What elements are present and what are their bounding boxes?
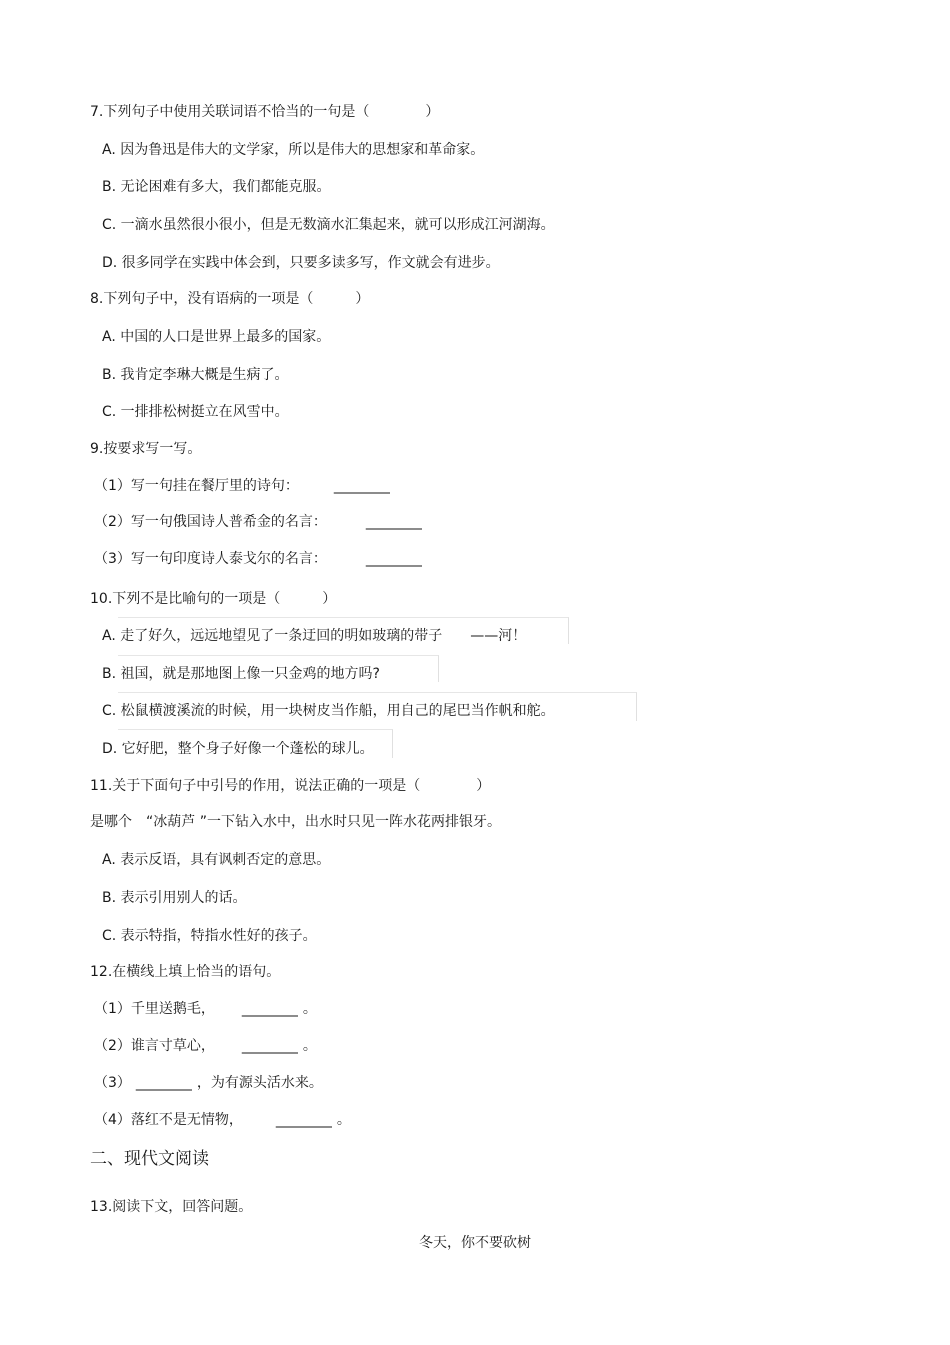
q12-item-2-after: 。: [302, 1038, 317, 1054]
q9-item-1-text: （1）写一句挂在餐厅里的诗句：: [94, 478, 299, 494]
q12-item-4: [94, 1111, 351, 1129]
q12-item-1-blank[interactable]: ________: [241, 1001, 298, 1017]
q9-item-1: [94, 477, 395, 495]
passage-title: 冬天，你不要砍树: [419, 1235, 531, 1251]
q12-item-3: [94, 1074, 323, 1092]
q12-stem: 12.在横线上填上恰当的语句。: [90, 964, 281, 980]
q12-item-3-after: ，为有源头活水来。: [196, 1075, 323, 1091]
section-title: 二、现代文阅读: [90, 1149, 209, 1169]
q9-item-2: [94, 513, 427, 531]
q10-option-d[interactable]: D. 它好肥，整个身子好像一个蓬松的球儿。: [102, 741, 374, 757]
q12-item-2-before: （2）谁言寸草心，: [94, 1038, 215, 1054]
q12-item-2-blank[interactable]: ________: [241, 1038, 298, 1054]
q7-option-a[interactable]: A. 因为鲁迅是伟大的文学家，所以是伟大的思想家和革命家。: [102, 142, 485, 158]
q8-option-b[interactable]: B. 我肯定李琳大概是生病了。: [102, 367, 289, 383]
q8-stem: 8.下列句子中，没有语病的一项是（ ）: [90, 291, 370, 307]
q13-stem: 13.阅读下文，回答问题。: [90, 1199, 253, 1215]
q11-option-c[interactable]: C. 表示特指，特指水性好的孩子。: [102, 928, 317, 944]
q12-item-4-blank[interactable]: ________: [275, 1112, 332, 1128]
q9-item-1-blank[interactable]: ________: [333, 478, 390, 494]
q7-option-c[interactable]: C. 一滴水虽然很小很小，但是无数滴水汇集起来，就可以形成江河湖海。: [102, 217, 555, 233]
q10-option-b[interactable]: B. 祖国，就是那地图上像一只金鸡的地方吗?: [102, 666, 380, 682]
q12-item-2: [94, 1037, 317, 1055]
q12-item-3-blank[interactable]: ________: [135, 1075, 192, 1091]
q8-option-a[interactable]: A. 中国的人口是世界上最多的国家。: [102, 329, 331, 345]
q9-stem: 9.按要求写一写。: [90, 441, 202, 457]
q12-item-3-before: （3）: [94, 1075, 131, 1091]
q9-item-2-blank[interactable]: ________: [365, 514, 422, 530]
q10-option-a[interactable]: A. 走了好久，远远地望见了一条迂回的明如玻璃的带子 ——河！: [102, 628, 527, 644]
q11-option-b[interactable]: B. 表示引用别人的话。: [102, 890, 247, 906]
q11-stem: 11.关于下面句子中引号的作用，说法正确的一项是（ ）: [90, 778, 491, 794]
q9-item-3-blank[interactable]: ________: [365, 551, 422, 567]
q12-item-4-before: （4）落红不是无情物，: [94, 1112, 243, 1128]
q11-option-a[interactable]: A. 表示反语，具有讽刺否定的意思。: [102, 852, 331, 868]
q9-item-3-text: （3）写一句印度诗人泰戈尔的名言：: [94, 551, 327, 567]
q10-stem: 10.下列不是比喻句的一项是（ ）: [90, 591, 337, 607]
q12-item-4-after: 。: [336, 1112, 351, 1128]
q9-item-2-text: （2）写一句俄国诗人普希金的名言：: [94, 514, 327, 530]
q7-stem: 7.下列句子中使用关联词语不恰当的一句是（ ）: [90, 104, 440, 120]
q12-item-1: [94, 1000, 317, 1018]
q8-option-c[interactable]: C. 一排排松树挺立在风雪中。: [102, 404, 289, 420]
q10-option-c[interactable]: C. 松鼠横渡溪流的时候，用一块树皮当作船，用自己的尾巴当作帆和舵。: [102, 703, 555, 719]
q11-sentence: 是哪个 “冰葫芦 ”一下钻入水中，出水时只见一阵水花两排银牙。: [90, 814, 501, 830]
q7-option-d[interactable]: D. 很多同学在实践中体会到，只要多读多写，作文就会有进步。: [102, 255, 500, 271]
q12-item-1-after: 。: [302, 1001, 317, 1017]
q7-option-b[interactable]: B. 无论困难有多大，我们都能克服。: [102, 179, 331, 195]
q9-item-3: [94, 550, 427, 568]
q12-item-1-before: （1）千里送鹅毛，: [94, 1001, 215, 1017]
